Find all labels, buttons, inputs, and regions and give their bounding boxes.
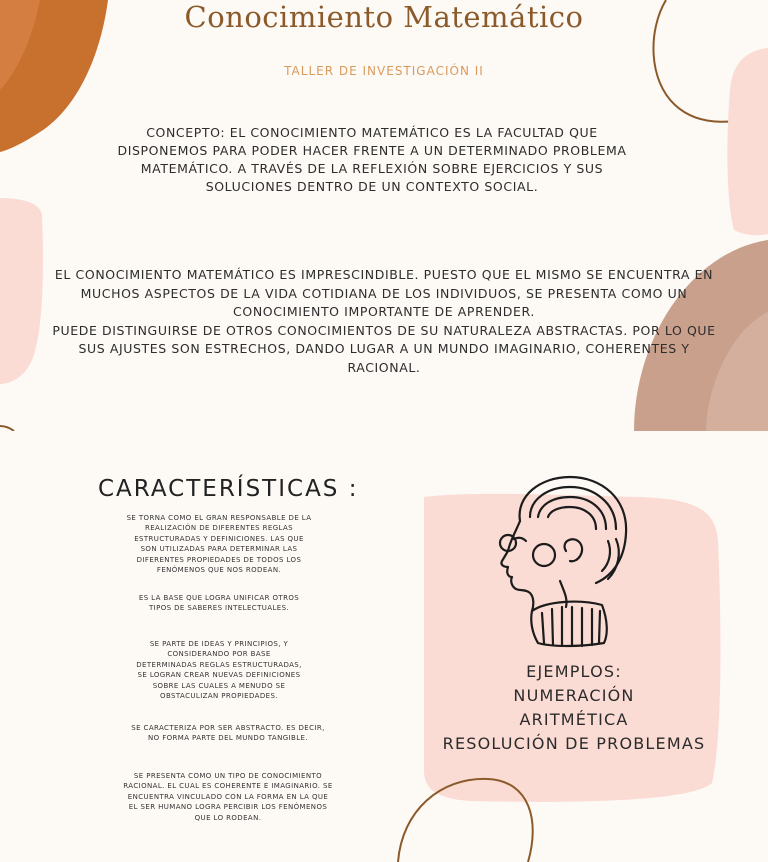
concept-text: CONCEPTO: EL CONOCIMIENTO MATEMÁTICO ES LA FACULTAD QUE DISPONEMOS PARA PODER HACER FRENTE A UN DETERMINADO PROBLEMA MATEMÁTICO. A TRAVÉS DE LA REFLEXIÓN SOBRE EJERCICIOS Y SUS SOLUCIONES DENTRO DE UN CONTEXTO SOCIAL.: [117, 125, 627, 194]
caracteristica-2: ES LA BASE QUE LOGRA UNIFICAR OTROS TIPOS DE SABERES INTELECTUALES.: [138, 594, 300, 613]
caracteristica-1: SE TORNA COMO EL GRAN RESPONSABLE DE LA REALIZACIÓN DE DIFERENTES REGLAS ESTRUCTURADAS Y DEFINICIONES. LAS QUE SON UTILIZADAS PARA DETERMINAR LAS DIFERENTES PROPIEDADES DE TODOS LOS FENÓMENOS QUE NOS RODEAN.: [126, 514, 312, 575]
page-title: Conocimiento Matemático: [184, 0, 584, 34]
caracteristica-4: SE CARACTERIZA POR SER ABSTRACTO. ES DECIR, NO FORMA PARTE DEL MUNDO TANGIBLE.: [131, 724, 325, 743]
ejemplo-item: RESOLUCIÓN DE PROBLEMAS: [442, 734, 706, 753]
caracteristicas-title: CARACTERÍSTICAS :: [98, 476, 359, 502]
woman-profile-icon: [490, 471, 640, 651]
ejemplo-item: NUMERACIÓN: [513, 686, 635, 705]
slide-caracteristicas: [0, 431, 768, 862]
importance-text: [44, 266, 724, 377]
subtitle: TALLER DE INVESTIGACIÓN II: [284, 64, 484, 78]
caracteristica-3: SE PARTE DE IDEAS Y PRINCIPIOS, Y CONSIDERANDO POR BASE DETERMINADAS REGLAS ESTRUCTURADAS, SE LOGRAN CREAR NUEVAS DEFINICIONES SOBRE LAS CUALES A MENUDO SE OBSTACULIZAN PROPIEDADES.: [136, 640, 302, 701]
ejemplos-heading: EJEMPLOS:: [526, 662, 622, 681]
ejemplo-item: ARITMÉTICA: [519, 710, 629, 729]
pink-blob-left: [0, 198, 43, 384]
paragraph-2: PUEDE DISTINGUIRSE DE OTROS CONOCIMIENTOS DE SU NATURALEZA ABSTRACTAS. POR LO QUE SUS AJUSTES SON ESTRECHOS, DANDO LUGAR A UN MUNDO IMAGINARIO, COHERENTES Y RACIONAL.: [52, 322, 716, 375]
caracteristica-5: SE PRESENTA COMO UN TIPO DE CONOCIMIENTO RACIONAL. EL CUAL ES COHERENTE E IMAGINARIO. SE ENCUENTRA VINCULADO CON LA FORMA EN LA QUE EL SER HUMANO LOGRA PERCIBIR LOS FENÓMENOS QUE LO RODEAN.: [123, 772, 333, 822]
paragraph-1: EL CONOCIMIENTO MATEMÁTICO ES IMPRESCINDIBLE. PUESTO QUE EL MISMO SE ENCUENTRA EN MUCHOS ASPECTOS DE LA VIDA COTIDIANA DE LOS INDIVIDUOS, SE PRESENTA COMO UN CONOCIMIENTO IMPORTANTE DE APRENDER.: [54, 267, 714, 319]
ejemplos-list: [440, 660, 708, 756]
